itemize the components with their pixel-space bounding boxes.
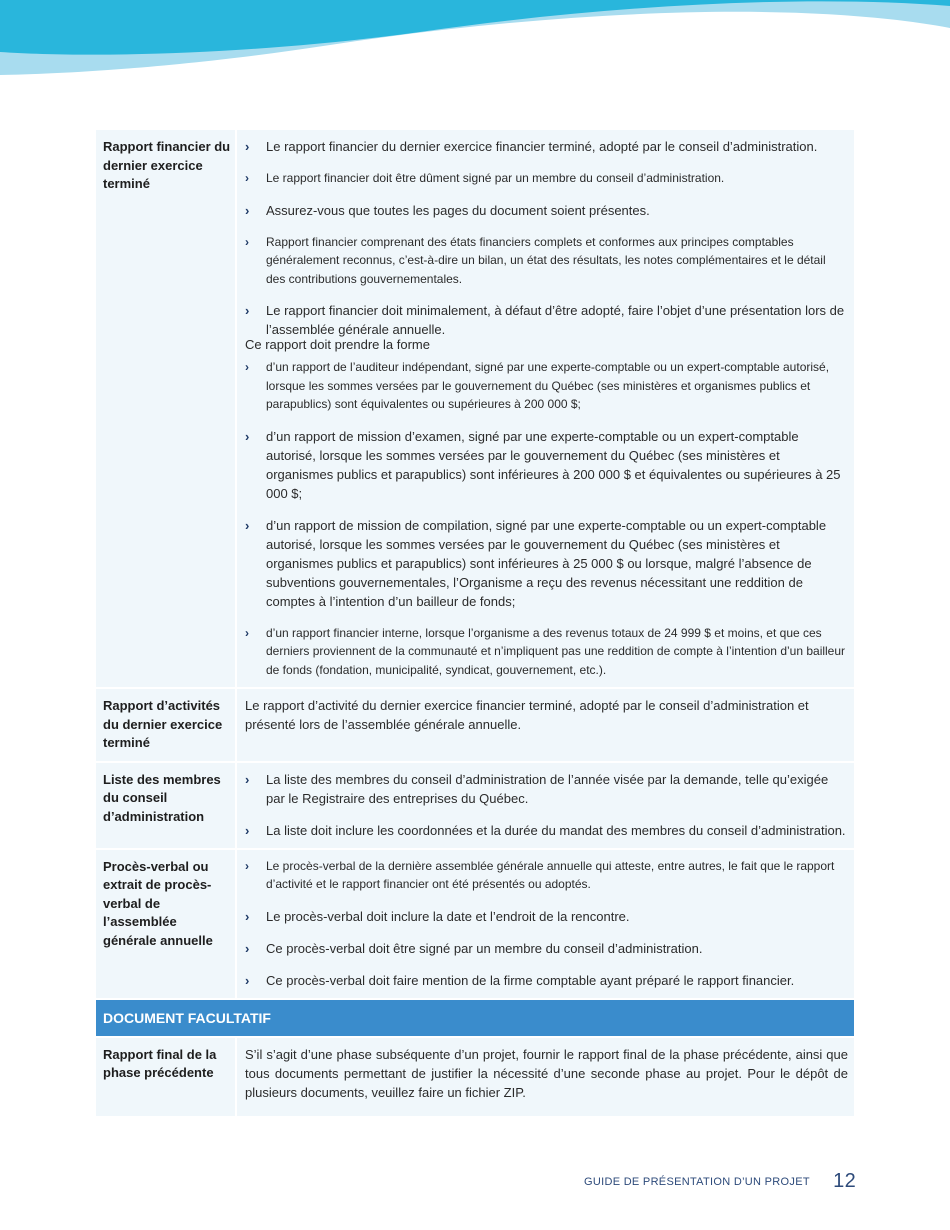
chevron-right-icon: › — [245, 202, 250, 218]
list-item: › Ce procès-verbal doit faire mention de la firme comptable ayant préparé le rapport financier. — [245, 972, 795, 988]
row-text: Le rapport d’activité du dernier exercice financier terminé, adopté par le conseil d’administration et présenté lors de l’assemblée générale annuelle. — [245, 698, 809, 732]
list-item: › La liste des membres du conseil d’administration de l’année visée par la demande, telle qu’exigée par le Registraire des entreprises du Québec. — [245, 771, 829, 806]
chevron-right-icon: › — [245, 771, 250, 787]
table-row-final-report — [96, 1038, 854, 1118]
list-item: › d’un rapport de mission d’examen, signé par une experte-comptable ou un expert-comptable autorisé, lorsque les sommes versées par le gouvernement du Québec (ses ministères et organismes publics et parapublics) sont inférieures à 200 000 $ et équivalentes ou supérieures à 25 000 $; — [245, 428, 841, 501]
chevron-right-icon: › — [245, 908, 250, 924]
list-item: › d’un rapport de l’auditeur indépendant, signé par une experte-comptable ou un expert-comptable autorisé, lorsque les sommes versées par le gouvernement du Québec (ses ministères et organismes publics et parapublics) sont équivalentes ou supérieures à 200 000 $; — [245, 360, 830, 411]
list-item: › d’un rapport financier interne, lorsque l’organisme a des revenus totaux de 24 999 $ et moins, et que ces derniers proviennent de la communauté et n’impliquent pas une reddition de compte à l’intention d’un bailleur de fonds (fondation, municipalité, syndicat, gouvernement, etc.). — [245, 625, 846, 677]
intro-text: Ce rapport doit prendre la forme — [245, 337, 430, 352]
chevron-right-icon: › — [245, 822, 250, 838]
chevron-right-icon: › — [245, 517, 250, 533]
page-number: 12 — [833, 1170, 856, 1192]
bullet-list — [245, 857, 848, 990]
table-row-minutes — [96, 850, 854, 1000]
requirements-table — [96, 130, 854, 1118]
bullet-list — [245, 358, 848, 679]
table-row-activity-report — [96, 689, 854, 763]
list-item: › Le rapport financier doit être dûment signé par un membre du conseil d’administration. — [245, 169, 848, 188]
chevron-right-icon: › — [245, 171, 249, 185]
section-header-optional: DOCUMENT FACULTATIF — [96, 1000, 854, 1038]
list-item: › Le rapport financier du dernier exercice financier terminé, adopté par le conseil d’administration. — [245, 139, 818, 154]
row-content — [235, 1038, 854, 1116]
chevron-right-icon: › — [245, 972, 250, 988]
bullet-list — [245, 770, 848, 840]
row-content — [235, 130, 854, 687]
row-content — [235, 763, 854, 848]
list-item: › La liste doit inclure les coordonnées et la durée du mandat des membres du conseil d’administration. — [245, 822, 846, 838]
list-item: › Le procès-verbal doit inclure la date et l’endroit de la rencontre. — [245, 908, 630, 924]
table-row-board-members — [96, 763, 854, 850]
row-label: Rapport d’activités du dernier exercice terminé — [103, 698, 223, 750]
header-wave-decoration — [0, 0, 950, 90]
row-content — [235, 850, 854, 998]
row-content — [235, 689, 854, 761]
list-item: › Rapport financier comprenant des états financiers complets et conformes aux principes comptables généralement reconnus, c’est-à-dire un bilan, un état des résultats, les notes complémentaires et le détail des contributions gouvernementales. — [245, 234, 826, 286]
list-item: › Le rapport financier doit minimalement, à défaut d’être adopté, faire l’objet d’une présentation lors de l’assemblée générale annuelle. — [245, 303, 845, 337]
chevron-right-icon: › — [245, 303, 250, 318]
page-footer — [584, 1170, 856, 1192]
row-label: Rapport financier du dernier exercice terminé — [103, 139, 231, 191]
row-label: Liste des membres du conseil d’administration — [103, 771, 221, 824]
footer-title: GUIDE DE PRÉSENTATION D’UN PROJET — [584, 1176, 810, 1188]
list-item: › d’un rapport de mission de compilation, signé par une experte-comptable ou un expert-comptable autorisé, lorsque les sommes versées par le gouvernement du Québec (ses ministères et organismes publics et parapublics) sont inférieures à 25 000 $ ou lorsque, malgré l’absence de subventions gouvernementales, l’Organisme a reçu des revenus nécessitant une reddition de comptes à l’intention d’un bailleur de fonds; — [245, 517, 827, 609]
chevron-right-icon: › — [245, 234, 249, 249]
list-item: › Ce procès-verbal doit être signé par un membre du conseil d’administration. — [245, 940, 703, 956]
chevron-right-icon: › — [245, 428, 250, 444]
list-item: › Le procès-verbal de la dernière assemblée générale annuelle qui atteste, entre autres, le fait que le rapport d’activité et le rapport financier ont été présentés ou adoptés. — [245, 858, 835, 891]
chevron-right-icon: › — [245, 858, 249, 873]
chevron-right-icon: › — [245, 360, 249, 374]
list-item: › Assurez-vous que toutes les pages du document soient présentes. — [245, 202, 650, 218]
chevron-right-icon: › — [245, 940, 250, 956]
row-label: Procès-verbal ou extrait de procès-verbal de l’assemblée générale annuelle — [103, 858, 213, 948]
bullet-list — [245, 137, 848, 339]
table-row-financial-report — [96, 130, 854, 689]
chevron-right-icon: › — [245, 139, 250, 154]
chevron-right-icon: › — [245, 625, 249, 640]
row-label: Rapport final de la phase précédente — [103, 1046, 217, 1080]
row-text: S’il s’agit d’une phase subséquente d’un projet, fournir le rapport final de la phase précédente, ainsi que tous documents permettant de justifier la nécessité d’une seconde phase au projet. Pour le dépôt de plusieurs documents, veuillez faire un fichier ZIP. — [245, 1046, 848, 1100]
